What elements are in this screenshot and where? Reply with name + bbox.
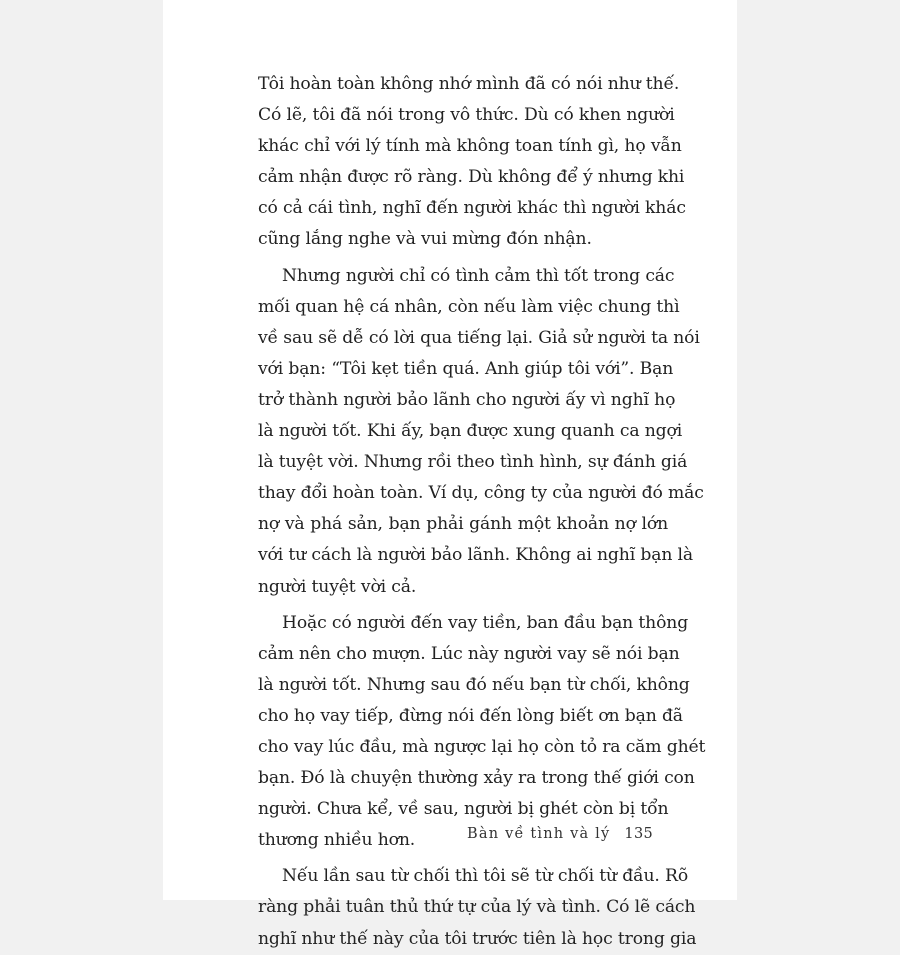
text-line: cũng lắng nghe và vui mừng đón nhận.	[258, 229, 592, 250]
text-line: có cả cái tình, nghĩ đến người khác thì người khác	[258, 198, 686, 219]
paragraph	[258, 861, 697, 954]
text-line: với tư cách là người bảo lãnh. Không ai nghĩ bạn là	[258, 545, 693, 566]
text-line: Nếu lần sau từ chối thì tôi sẽ từ chối từ đầu. Rõ	[282, 866, 689, 887]
text-line: người tuyệt vời cả.	[258, 576, 417, 597]
text-line: cảm nên cho mượn. Lúc này người vay sẽ nói bạn	[258, 643, 680, 664]
paragraph	[258, 261, 704, 603]
text-line: mối quan hệ cá nhân, còn nếu làm việc chung thì	[258, 296, 680, 317]
text-line: trở thành người bảo lãnh cho người ấy vì nghĩ họ	[258, 389, 676, 410]
text-line: nghĩ như thế này của tôi trước tiên là học trong gia	[258, 928, 697, 949]
paragraph	[258, 69, 686, 256]
text-line: khác chỉ với lý tính mà không toan tính gì, họ vẫn	[258, 136, 682, 157]
text-line: ràng phải tuân thủ thứ tự của lý và tình. Có lẽ cách	[258, 897, 696, 918]
text-line: Tôi hoàn toàn không nhớ mình đã có nói như thế.	[258, 74, 680, 94]
text-line: cảm nhận được rõ ràng. Dù không để ý nhưng khi	[258, 167, 685, 188]
chapter-title: Bàn về tình và lý	[467, 826, 611, 842]
text-line: là người tốt. Nhưng sau đó nếu bạn từ chối, không	[258, 674, 690, 695]
text-line: cho họ vay tiếp, đừng nói đến lòng biết ơn bạn đã	[258, 705, 683, 726]
text-line: nợ và phá sản, bạn phải gánh một khoản nợ lớn	[258, 514, 668, 535]
text-line: là người tốt. Khi ấy, bạn được xung quanh ca ngợi	[258, 421, 683, 442]
paragraph	[258, 608, 706, 857]
text-line: người. Chưa kể, về sau, người bị ghét còn bị tổn	[258, 799, 669, 820]
text-line: Hoặc có người đến vay tiền, ban đầu bạn thông	[282, 612, 689, 633]
text-line: thay đổi hoàn toàn. Ví dụ, công ty của người đó mắc	[258, 483, 704, 504]
text-line: cho vay lúc đầu, mà ngược lại họ còn tỏ ra căm ghét	[258, 736, 706, 757]
text-line: về sau sẽ dễ có lời qua tiếng lại. Giả sử người ta nói	[258, 327, 700, 348]
running-footer	[467, 826, 653, 842]
body-text	[258, 69, 706, 955]
book-page	[163, 0, 737, 949]
text-line: bạn. Đó là chuyện thường xảy ra trong thế giới con	[258, 768, 695, 789]
text-line: Nhưng người chỉ có tình cảm thì tốt trong các	[282, 265, 675, 286]
text-line: thương nhiều hơn.	[258, 830, 416, 851]
text-line: là tuyệt vời. Nhưng rồi theo tình hình, sự đánh giá	[258, 452, 688, 473]
text-line: Có lẽ, tôi đã nói trong vô thức. Dù có khen người	[258, 105, 675, 126]
page-number: 135	[624, 826, 653, 842]
text-line: với bạn: “Tôi kẹt tiền quá. Anh giúp tôi với”. Bạn	[258, 358, 674, 379]
